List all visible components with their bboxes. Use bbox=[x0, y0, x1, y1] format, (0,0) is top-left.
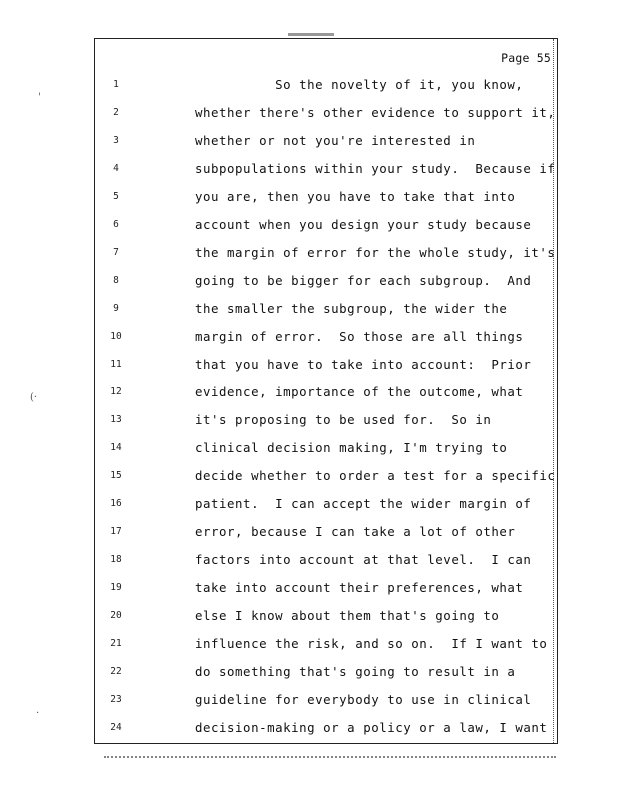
transcript-line: clinical decision making, I'm trying to bbox=[195, 440, 508, 456]
transcript-line: evidence, importance of the outcome, what bbox=[195, 384, 524, 400]
transcript-line: the margin of error for the whole study, it's bbox=[195, 244, 556, 260]
line-number: 14 bbox=[110, 442, 122, 454]
line-number: 23 bbox=[110, 693, 122, 705]
line-number: 6 bbox=[113, 218, 119, 230]
margin-mark-middle: (· bbox=[30, 392, 38, 403]
transcript-line: influence the risk, and so on. If I want to bbox=[195, 636, 548, 651]
transcript-line: the smaller the subgroup, the wider the bbox=[195, 300, 508, 316]
line-number: 8 bbox=[113, 274, 119, 286]
transcript-line: going to be bigger for each subgroup. And bbox=[195, 272, 532, 288]
line-number: 20 bbox=[110, 610, 122, 622]
transcript-line: decision-making or a policy or a law, I want bbox=[195, 719, 548, 735]
transcript-line: take into account their preferences, what bbox=[195, 580, 524, 596]
transcript-line: So the novelty of it, you know, bbox=[195, 77, 524, 92]
transcript-line: you are, then you have to take that into bbox=[195, 188, 516, 204]
transcript-line: whether or not you're interested in bbox=[195, 132, 476, 148]
line-number: 19 bbox=[110, 582, 122, 594]
margin-mark-bottom: · bbox=[36, 708, 40, 719]
line-number: 11 bbox=[110, 358, 122, 370]
transcript-line: account when you design your study because bbox=[195, 216, 532, 232]
line-number: 4 bbox=[113, 162, 119, 174]
scan-smudge bbox=[288, 33, 334, 36]
transcript-line: that you have to take into account: Prior bbox=[195, 356, 532, 372]
page-edge bbox=[552, 39, 554, 743]
line-number: 2 bbox=[113, 106, 119, 118]
transcript-line: factors into account at that level. I can bbox=[195, 552, 532, 568]
transcript-line: it's proposing to be used for. So in bbox=[195, 412, 492, 428]
page-number: Page 55 bbox=[501, 51, 551, 65]
line-number: 1 bbox=[113, 79, 119, 90]
line-number: 10 bbox=[110, 330, 122, 342]
transcript-line: decide whether to order a test for a specific bbox=[195, 468, 556, 484]
line-number: 13 bbox=[110, 414, 122, 426]
line-number: 22 bbox=[110, 665, 122, 677]
transcript-line: else I know about them that's going to bbox=[195, 608, 500, 624]
line-number: 16 bbox=[110, 498, 122, 510]
scan-noise-bottom bbox=[104, 756, 556, 761]
line-number: 15 bbox=[110, 470, 122, 482]
line-number: 9 bbox=[113, 302, 119, 314]
line-number: 17 bbox=[110, 526, 122, 538]
transcript-line: whether there's other evidence to support it, bbox=[195, 104, 556, 120]
line-number: 12 bbox=[110, 386, 122, 398]
transcript-page bbox=[94, 38, 558, 744]
line-number: 5 bbox=[113, 190, 119, 202]
line-number: 3 bbox=[113, 134, 119, 146]
transcript-line: guideline for everybody to use in clinical bbox=[195, 691, 532, 707]
transcript-line: margin of error. So those are all things bbox=[195, 328, 524, 344]
transcript-line: patient. I can accept the wider margin of bbox=[195, 496, 532, 512]
transcript-line: error, because I can take a lot of other bbox=[195, 524, 516, 540]
margin-mark-top: ' bbox=[38, 92, 41, 103]
line-number: 7 bbox=[113, 246, 119, 258]
transcript-line: subpopulations within your study. Because if bbox=[195, 160, 556, 176]
line-number: 18 bbox=[110, 554, 122, 566]
transcript-line: do something that's going to result in a bbox=[195, 663, 516, 679]
line-number: 21 bbox=[110, 638, 122, 649]
line-number: 24 bbox=[110, 721, 122, 733]
